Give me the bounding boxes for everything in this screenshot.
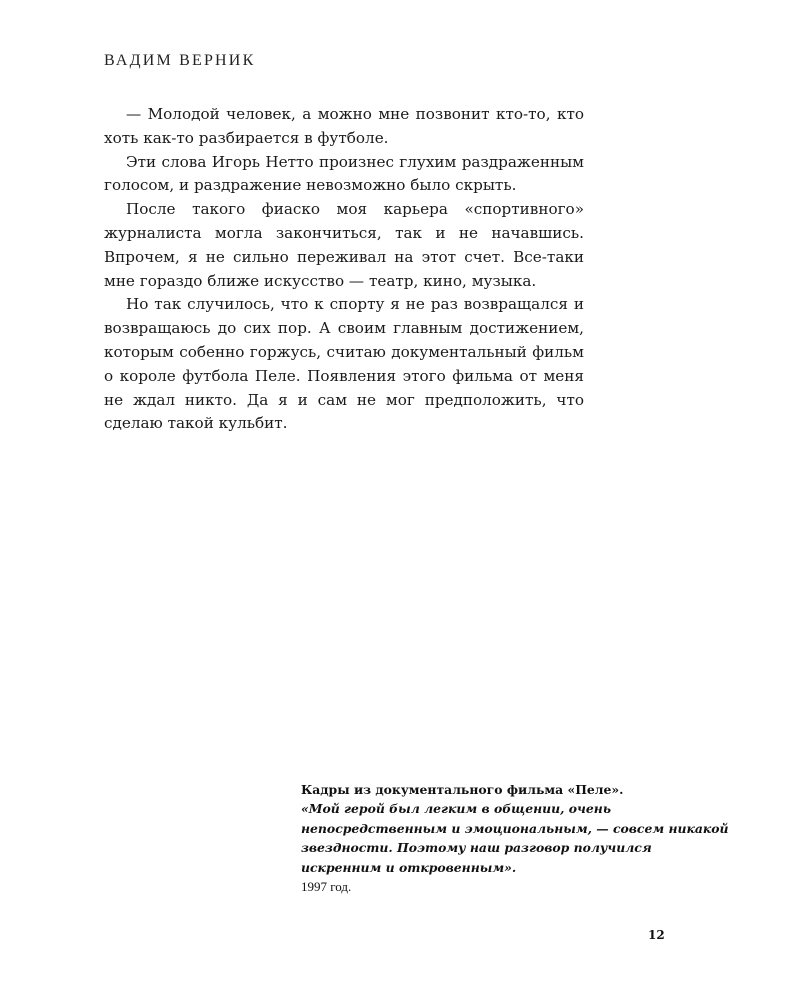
caption-title: Кадры из документального фильма «Пеле». xyxy=(301,782,624,797)
main-text xyxy=(104,103,584,436)
paragraph: Эти слова Игорь Нетто произнес глухим раздраженным голосом, и раздражение невозможно было скрыть. xyxy=(104,152,584,195)
caption-quote: «Мой герой был легким в общении, очень непосредственным и эмоциональным, — совсем никакой звездности. Поэтому наш разговор получился искренним и откровенным». xyxy=(301,801,729,875)
running-header: ВАДИМ ВЕРНИК xyxy=(104,52,256,69)
page-number: 12 xyxy=(648,928,665,942)
paragraph: Но так случилось, что к спорту я не раз возвращался и возвращаюсь до сих пор. А своим главным достижением, которым собенно горжусь, считаю документальный фильм о короле футбола Пеле. Появления этого фильма от меня не ждал никто. Да я и сам не мог предположить, что сделаю такой кульбит. xyxy=(104,295,584,433)
caption-year: 1997 год. xyxy=(301,879,352,895)
paragraph: — Молодой человек, а можно мне позвонит кто-то, кто хоть как-то разбирается в футболе. xyxy=(104,105,584,147)
photo-caption xyxy=(301,780,731,896)
paragraph: После такого фиаско моя карьера «спортивного» журналиста могла закончиться, так и не начавшись. Впрочем, я не сильно переживал на этот счет. Все-таки мне гораздо ближе искусство — театр, кино, музыка. xyxy=(104,200,584,290)
